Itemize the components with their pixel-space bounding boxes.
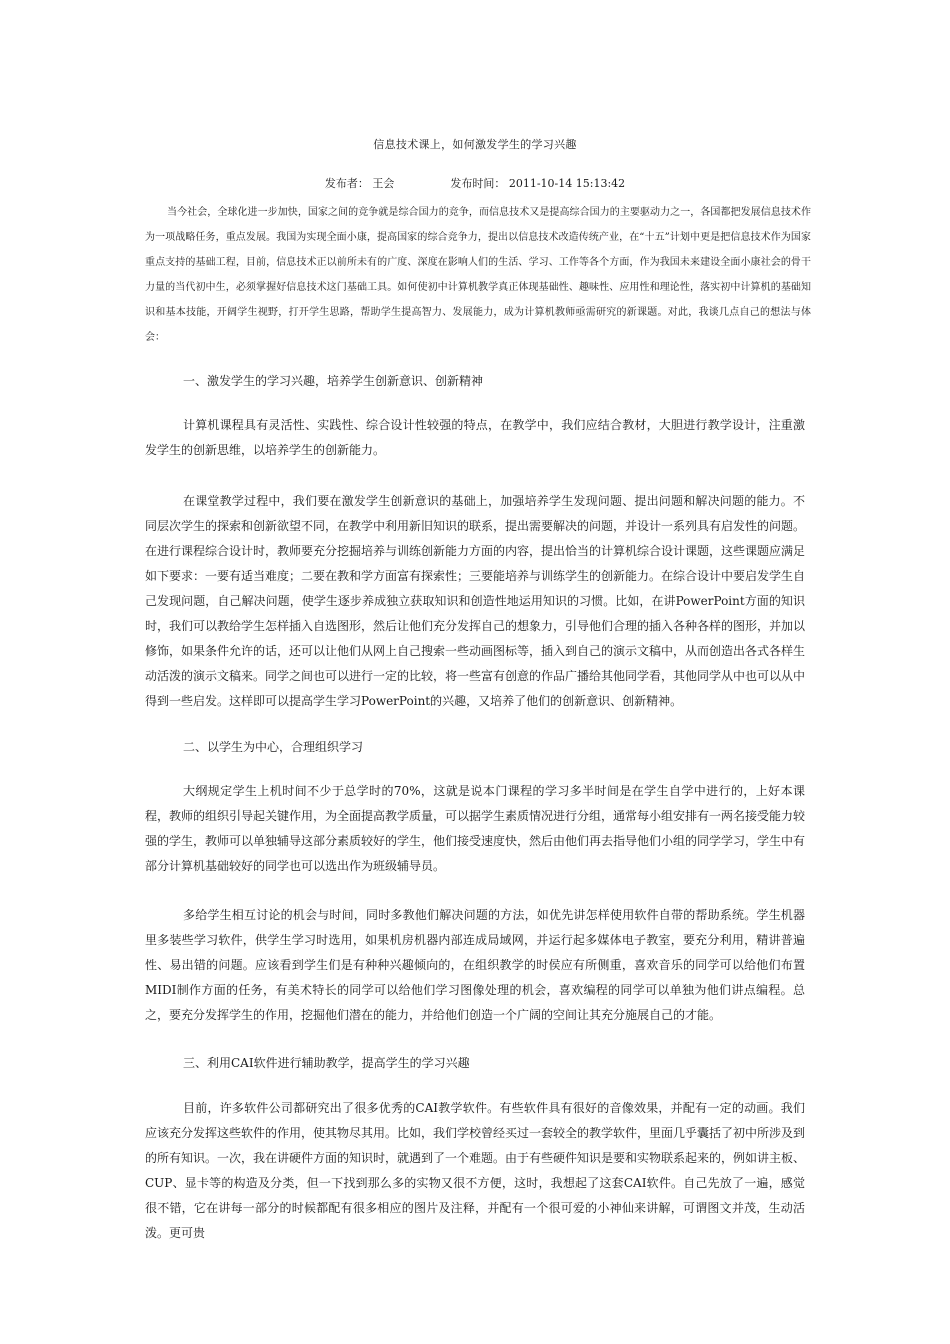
section1-paragraph-1: 计算机课程具有灵活性、实践性、综合设计性较强的特点，在教学中，我们应结合教材，大胆进行教学设计，注重激发学生的创新思维，以培养学生的创新能力。 <box>145 418 805 457</box>
publish-time-label: 发布时间： <box>450 177 506 190</box>
section-heading-2: 二、以学生为中心，合理组织学习 <box>183 740 364 754</box>
document-title: 信息技术课上，如何激发学生的学习兴趣 <box>373 138 577 151</box>
intro-paragraph: 当今社会，全球化进一步加快，国家之间的竞争就是综合国力的竞争，而信息技术又是提高综合国力的主要驱动力之一，各国都把发展信息技术作为一项战略任务，重点发展。我国为实现全面小康，提高国家的综合竞争力，提出以信息技术改造传统产业，在“十五”计划中更是把信息技术作为国家重点支持的基础工程，目前，信息技术正以前所未有的广度、深度在影响人们的生活、学习、工作等各个方面，作为我国未来建设全面小康社会的骨干力量的当代初中生，必须掌握好信息技术这门基础工具。如何使初中计算机教学真正体现基础性、趣味性、应用性和理论性，落实初中计算机的基础知识和基本技能，开阔学生视野，打开学生思路，帮助学生提高智力、发展能力，成为计算机教师亟需研究的新课题。对此，我谈几点自己的想法与体会： <box>145 207 811 343</box>
publish-time: 2011-10-14 15:13:42 <box>508 177 626 190</box>
section2-paragraph-2: 多给学生相互讨论的机会与时间，同时多教他们解决问题的方法，如优先讲怎样使用软件自带的帮助系统。学生机器里多装些学习软件，供学生学习时选用，如果机房机器内部连成局域网，并运行起多媒体电子教室，要充分利用，精讲普遍性、易出错的问题。应该看到学生们是有种种兴趣倾向的，在组织教学的时侯应有所侧重，喜欢音乐的同学可以给他们布置MIDI制作方面的任务，有美术特长的同学可以给他们学习图像处理的机会，喜欢编程的同学可以单独为他们讲点编程。总之，要充分发挥学生的作用，挖掘他们潜在的能力，并给他们创造一个广阔的空间让其充分施展自己的才能。 <box>145 908 805 1022</box>
publisher-label: 发布者： <box>324 177 369 190</box>
section1-paragraph-2: 在课堂教学过程中，我们要在激发学生创新意识的基础上，加强培养学生发现问题、提出问题和解决问题的能力。不同层次学生的探索和创新欲望不同，在教学中利用新旧知识的联系，提出需要解决的问题，并设计一系列具有启发性的问题。在进行课程综合设计时，教师要充分挖掘培养与训练创新能力方面的内容，提出恰当的计算机综合设计课题，这些课题应满足如下要求：一要有适当难度；二要在教和学方面富有探索性；三要能培养与训练学生的创新能力。在综合设计中要启发学生自己发现问题，自己解决问题，使学生逐步养成独立获取知识和创造性地运用知识的习惯。比如，在讲PowerPoint方面的知识时，我们可以教给学生怎样插入自选图形，然后让他们充分发挥自己的想象力，引导他们合理的插入各种各样的图形，并加以修饰，如果条件允许的话，还可以让他们从网上自己搜索一些动画图标等，插入到自己的演示文稿中，从而创造出各式各样生动活泼的演示文稿来。同学之间也可以进行一定的比较，将一些富有创意的作品广播给其他同学看，其他同学从中也可以从中得到一些启发。这样即可以提高学生学习PowerPoint的兴趣，又培养了他们的创新意识、创新精神。 <box>145 494 806 708</box>
document-meta <box>0 176 950 192</box>
section2-paragraph-1: 大纲规定学生上机时间不少于总学时的70%，这就是说本门课程的学习多半时间是在学生自学中进行的，上好本课程，教师的组织引导起关键作用，为全面提高教学质量，可以据学生素质情况进行分组，通常每小组安排有一两名接受能力较强的学生，教师可以单独辅导这部分素质较好的学生，他们接受速度快，然后由他们再去指导他们小组的同学学习，学生中有部分计算机基础较好的同学也可以选出作为班级辅导员。 <box>145 784 806 873</box>
publisher-name: 王会 <box>372 177 395 190</box>
section-heading-3: 三、利用CAI软件进行辅助教学，提高学生的学习兴趣 <box>183 1056 470 1070</box>
section3-paragraph-1: 目前，许多软件公司都研究出了很多优秀的CAI教学软件。有些软件具有很好的音像效果，并配有一定的动画。我们应该充分发挥这些软件的作用，使其物尽其用。比如，我们学校曾经买过一套较全的教学软件，里面几乎囊括了初中所涉及到的所有知识。一次，我在讲硬件方面的知识时，就遇到了一个难题。由于有些硬件知识是要和实物联系起来的，例如讲主板、CUP、显卡等的构造及分类，但一下找到那么多的实物又很不方便，这时，我想起了这套CAI软件。自己先放了一遍，感觉很不错，它在讲每一部分的时候都配有很多相应的图片及注释，并配有一个很可爱的小神仙来讲解，可谓图文并茂，生动活泼。更可贵 <box>145 1101 806 1240</box>
section-heading-1: 一、激发学生的学习兴趣，培养学生创新意识、创新精神 <box>183 374 484 388</box>
